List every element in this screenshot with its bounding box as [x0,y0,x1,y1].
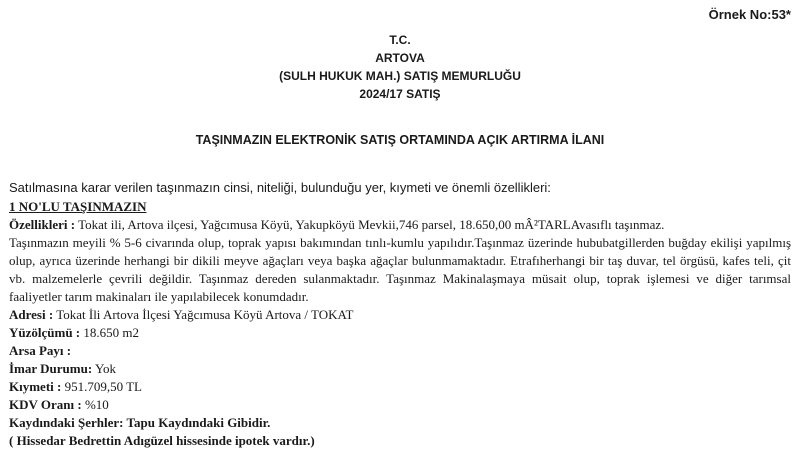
area-label: Yüzölçümü : [9,325,81,340]
header-line-district: ARTOVA [375,51,425,65]
value-value: 951.709,50 TL [61,379,142,394]
share-row [9,342,791,360]
header-line-tc: T.C. [389,33,411,47]
intro-text: Satılmasına karar verilen taşınmazın cinsi, niteliği, bulunduğu yer, kıymeti ve önemli özellikleri: [9,180,551,195]
value-label: Kıymeti : [9,379,62,394]
address-label: Adresi : [9,307,54,322]
value-row [9,378,791,396]
vat-value: %10 [81,397,109,412]
address-row [9,306,791,324]
conditions-row [9,414,791,432]
zoning-value: Yok [92,361,117,376]
zoning-label: İmar Durumu: [9,361,93,376]
header-line-office: (SULH HUKUK MAH.) SATIŞ MEMURLUĞU [279,69,521,83]
zoning-row [9,360,791,378]
header-line-file-number: 2024/17 SATIŞ [359,87,441,101]
sample-number: Örnek No:53* [708,7,791,22]
address-value: Tokat İli Artova İlçesi Yağcımusa Köyü Artova / TOKAT [53,307,354,322]
property-heading [9,198,791,216]
features-value: Tokat ili, Artova ilçesi, Yağcımusa Köyü, Yakupköyü Mevkii,746 parsel, 18.650,00 mÂ²TARLAvasıflı taşınmaz. [75,217,665,232]
vat-row [9,396,791,414]
announcement-title: TAŞINMAZIN ELEKTRONİK SATIŞ ORTAMINDA AÇIK ARTIRMA İLANI [195,133,605,147]
features-row [9,216,791,234]
share-label: Arsa Payı : [9,343,72,358]
area-row [9,324,791,342]
property-description: Taşınmazın meyili % 5-6 civarında olup, toprak yapısı bakımından tınlı-kumlu yapılıdır.Taşınmaz üzerinde hububatgillerden buğday ekilişi yapılmış olup, ayrıca üzerinde herhangi bir dikili meyve ağaçları veya başka ağaçlar bulunmamaktadır. Etrafıherhangi bir taş duvar, tel örgüsü, kafes teli, çit vb. malzemelerle çevrili değildir. Taşınmaz dereden sulanmaktadır. Taşınmaz Makinalaşmaya müsait olup, toprak işlemesi ve diğer tarımsal faaliyetler tarım makinaları ile yapılabilecek konumdadır. [9,235,791,304]
property-heading-text: 1 NO'LU TAŞINMAZIN [9,199,147,214]
area-value: 18.650 m2 [80,325,140,340]
mortgage-note: ( Hissedar Bedrettin Adıgüzel hissesinde ipotek vardır.) [9,433,315,448]
document-header [0,31,800,103]
vat-label: KDV Oranı : [9,397,82,412]
mortgage-row [9,432,791,450]
features-label: Özellikleri : [9,217,76,232]
property-details [9,198,791,450]
conditions-text: Kaydındaki Şerhler: Tapu Kaydındaki Gibidir. [9,415,271,430]
